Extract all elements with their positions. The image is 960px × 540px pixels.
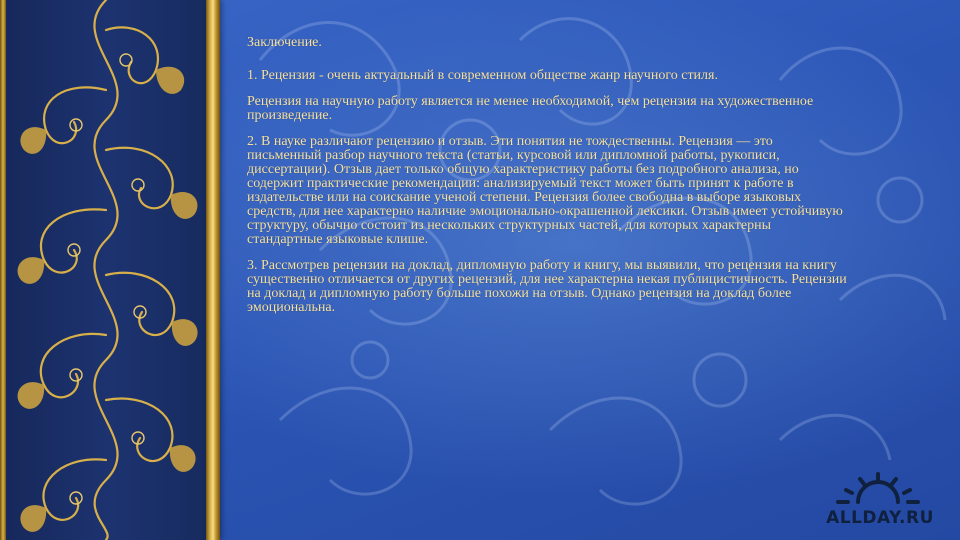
sun-rays-icon — [836, 472, 920, 508]
gold-floral-ornament — [6, 0, 206, 540]
ornamental-side-panel — [0, 0, 220, 540]
slide-title: Заключение. — [247, 35, 322, 50]
paragraph-4: 3. Рассмотрев рецензии на доклад, дипломную работу и книгу, мы выявили, что рецензия на книгу существенно отличается от других рецензий, для нее характерна некая публицистичность. Рецензии на доклад и дипломную работу больше похожи на отзыв. Однако рецензия на доклад более эмоциональна. — [247, 258, 847, 315]
allday-watermark — [812, 472, 948, 530]
paragraph-2: Рецензия на научную работу является не менее необходимой, чем рецензия на художественное произведение. — [247, 94, 814, 123]
watermark-text: ALLDAY.RU — [826, 508, 934, 528]
slide-content — [247, 36, 847, 327]
paragraph-3: 2. В науке различают рецензию и отзыв. Эти понятия не тождественны. Рецензия — это письменный разбор научного текста (статьи, курсовой или дипломной работы, рукописи, диссертации). Отзыв дает только общую характеристику работы без подробного анализа, но содержит практические рекомендации: анализируемый текст может быть принят к работе в издательстве или на соискание ученой степени. Рецензия более свободна в выборе языковых средств, для нее характерно наличие эмоционально-окрашенной лексики. Отзыв имеет устойчивую структуру, обычно состоит из нескольких структурных частей, для которых характерны стандартные языковые клише. — [247, 134, 843, 247]
gold-border-right — [206, 0, 220, 540]
paragraph-1: 1. Рецензия - очень актуальный в современном обществе жанр научного стиля. — [247, 68, 718, 83]
